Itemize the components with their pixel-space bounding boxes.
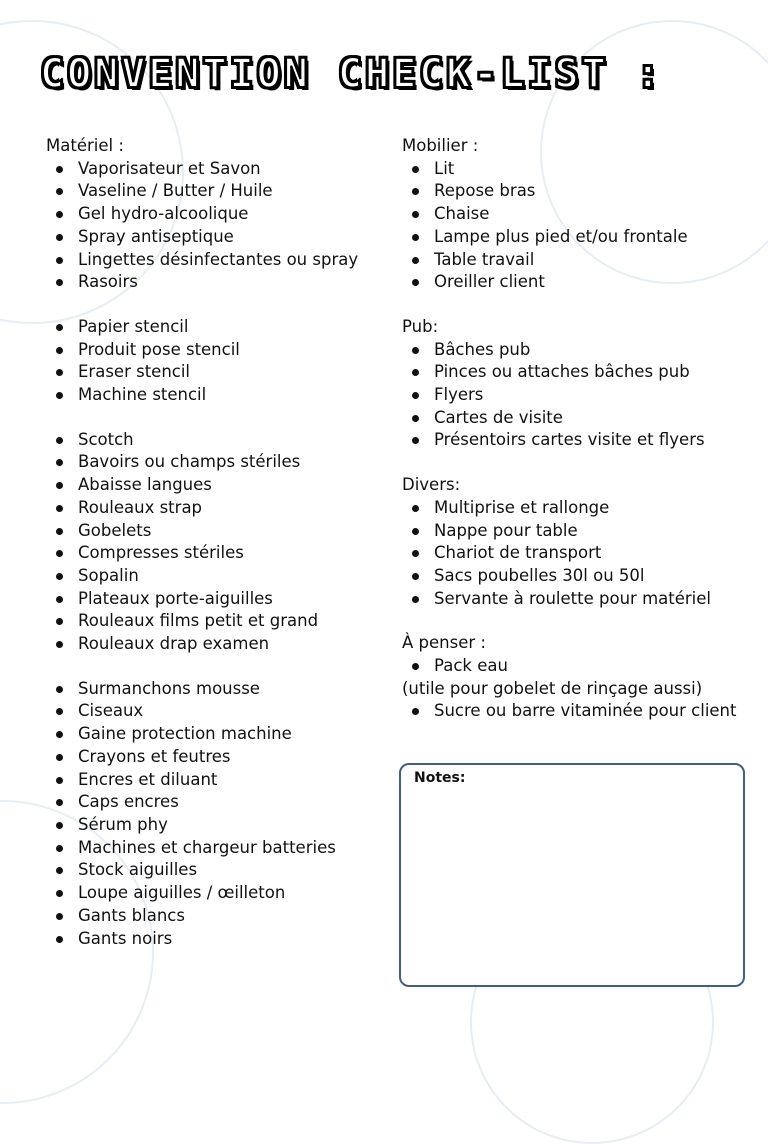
checklist-item: Gobelets [46,520,386,543]
checklist-item: Rasoirs [46,271,386,294]
section-heading-divers: Divers: [402,475,461,495]
checklist-item: Lit [402,158,752,181]
checklist-item: Gaine protection machine [46,723,386,746]
checklist-item: Sacs poubelles 30l ou 50l [402,565,752,588]
checklist-item: Table travail [402,249,752,272]
checklist-item: Lingettes désinfectantes ou spray [46,249,386,272]
checklist-item: Machine stencil [46,384,386,407]
checklist-item: Sucre ou barre vitaminée pour client [402,700,752,723]
checklist-item: Spray antiseptique [46,226,386,249]
checklist-item: Machines et chargeur batteries [46,837,386,860]
section-heading-materiel: Matériel : [46,136,124,155]
checklist-item: Rouleaux strap [46,497,386,520]
checklist-item: Abaisse langues [46,474,386,497]
checklist-item: Vaseline / Butter / Huile [46,180,386,203]
mobilier-section [402,135,752,294]
checklist-item: Servante à roulette pour matériel [402,588,752,611]
right-column [402,135,752,745]
checklist-item: Bavoirs ou champs stériles [46,451,386,474]
checklist-item: Compresses stériles [46,542,386,565]
checklist-item: Sérum phy [46,814,386,837]
checklist-item: Pinces ou attaches bâches pub [402,361,752,384]
section-heading-mobilier: Mobilier : [402,136,479,155]
checklist-item: Chaise [402,203,752,226]
checklist-item: Repose bras [402,180,752,203]
checklist-item: Surmanchons mousse [46,678,386,701]
notes-label: Notes: [414,770,466,786]
checklist-item: Plateaux porte-aiguilles [46,588,386,611]
checklist-item: Flyers [402,384,752,407]
checklist-item: Chariot de transport [402,542,752,565]
materiel-group-4 [46,678,386,950]
section-heading-pub: Pub: [402,316,439,336]
checklist-item: Lampe plus pied et/ou frontale [402,226,752,249]
checklist-item: Gel hydro-alcoolique [46,203,386,226]
checklist-item: Pack eau [402,655,752,678]
checklist-item: Gants noirs [46,928,386,951]
checklist-item: Nappe pour table [402,520,752,543]
checklist-item: Rouleaux films petit et grand [46,610,386,633]
checklist-item: Loupe aiguilles / œilleton [46,882,386,905]
checklist-item: Bâches pub [402,339,752,362]
materiel-group-3 [46,429,386,656]
divers-section [402,474,752,610]
materiel-group-2 [46,316,386,407]
checklist-item: Papier stencil [46,316,386,339]
checklist-item: Gants blancs [46,905,386,928]
section-heading-a-penser: À penser : [402,633,486,653]
checklist-item: Crayons et feutres [46,746,386,769]
materiel-column [46,135,386,972]
checklist-item: Multiprise et rallonge [402,497,752,520]
checklist-item: Encres et diluant [46,769,386,792]
checklist-item: Sopalin [46,565,386,588]
checklist-item: Oreiller client [402,271,752,294]
checklist-item: Rouleaux drap examen [46,633,386,656]
page-title: CONVENTION CHECK-LIST : [40,51,663,97]
a-penser-note: (utile pour gobelet de rinçage aussi) [402,678,703,698]
checklist-item: Cartes de visite [402,407,752,430]
checklist-item: Caps encres [46,791,386,814]
materiel-group-1 [46,158,386,294]
notes-box[interactable] [399,763,745,987]
checklist-item: Ciseaux [46,700,386,723]
checklist-item: Présentoirs cartes visite et flyers [402,429,752,452]
pub-section [402,316,752,452]
checklist-item: Scotch [46,429,386,452]
checklist-item: Produit pose stencil [46,339,386,362]
checklist-item: Eraser stencil [46,361,386,384]
checklist-item: Stock aiguilles [46,859,386,882]
checklist-item: Vaporisateur et Savon [46,158,386,181]
a-penser-section [402,632,752,723]
